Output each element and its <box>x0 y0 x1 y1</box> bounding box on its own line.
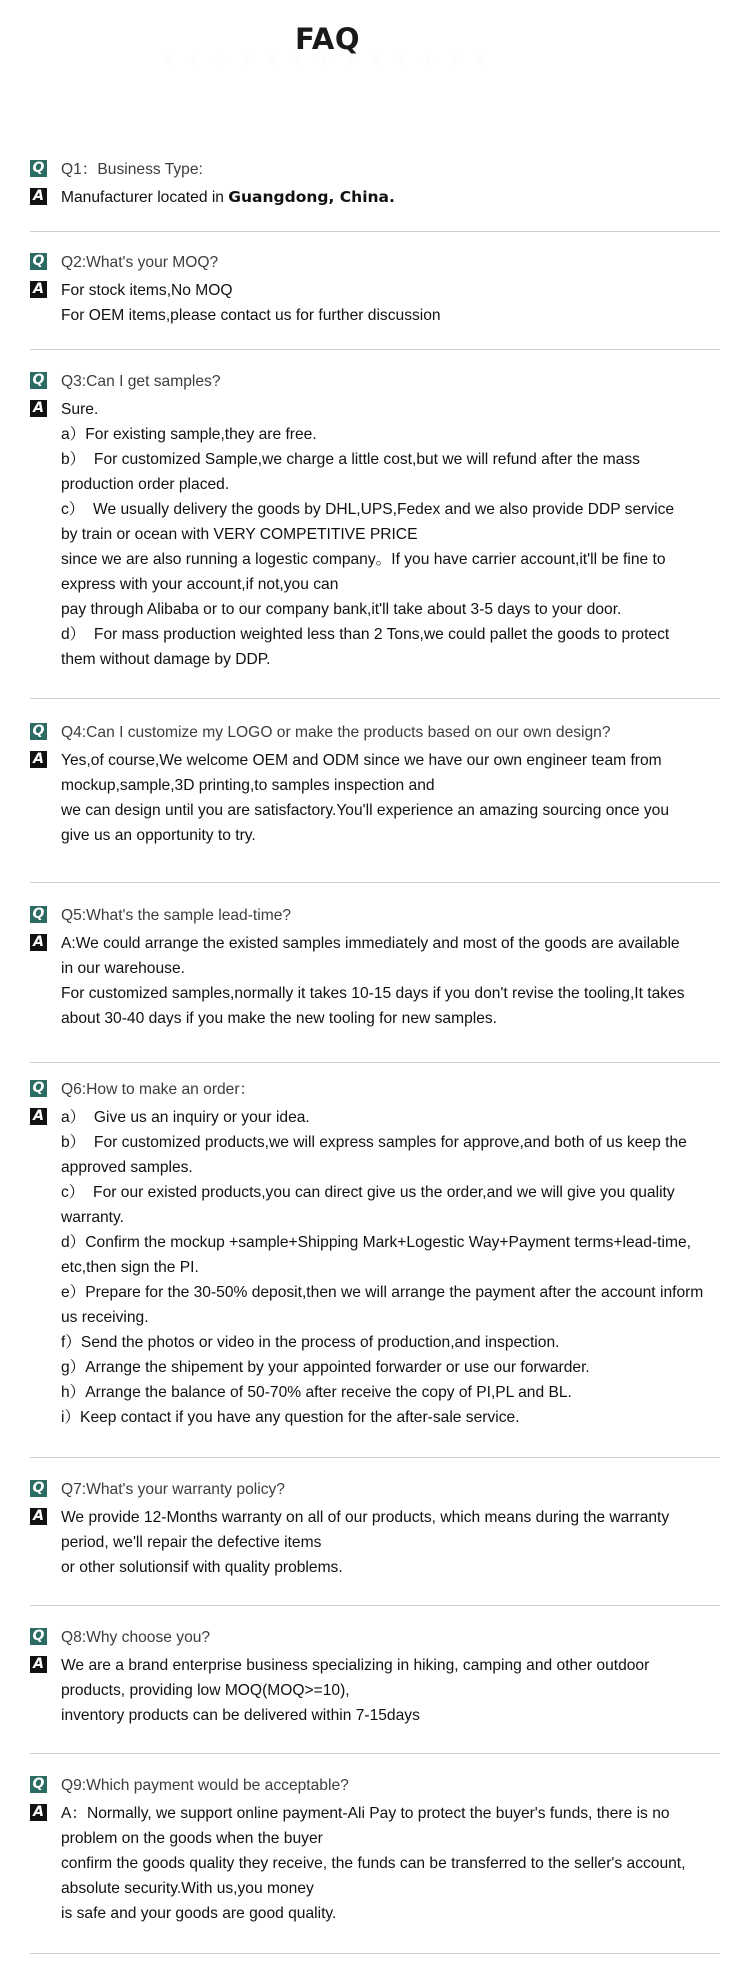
answer-row <box>30 1801 720 1926</box>
question-text: Q2:What's your MOQ? <box>61 254 219 271</box>
answer-line: We are a brand enterprise business specializing in hiking, camping and other outdoor <box>61 1657 650 1674</box>
answer-badge-icon: A <box>30 400 47 417</box>
question-text: Q9:Which payment would be acceptable? <box>61 1777 349 1794</box>
faq-divider <box>30 349 720 350</box>
answer-line: For customized samples,normally it takes 10-15 days if you don't revise the tooling,It takes <box>61 985 685 1002</box>
question-badge-icon: Q <box>30 1776 47 1793</box>
question-text: Q4:Can I customize my LOGO or make the products based on our own design? <box>61 724 611 741</box>
answer-line: or other solutionsif with quality problems. <box>61 1559 343 1576</box>
answer-line: give us an opportunity to try. <box>61 827 256 844</box>
answer-badge-icon: A <box>30 1508 47 1525</box>
question-text: Q8:Why choose you? <box>61 1629 211 1646</box>
question-badge-icon: Q <box>30 1480 47 1497</box>
answer-badge-icon: A <box>30 188 47 205</box>
answer-row <box>30 1653 720 1728</box>
faq-divider <box>30 1953 720 1954</box>
answer-line: problem on the goods when the buyer <box>61 1830 323 1847</box>
question-row <box>30 1773 720 1798</box>
faq-item-q6 <box>30 1077 720 1430</box>
answer-line: f）Send the photos or video in the process of production,and inspection. <box>61 1334 560 1351</box>
answer-line: For OEM items,please contact us for further discussion <box>61 307 441 324</box>
answer-line: c） For our existed products,you can direct give us the order,and we will give you quality <box>61 1184 675 1201</box>
answer-line: d） For mass production weighted less than 2 Tons,we could pallet the goods to protect <box>61 626 670 643</box>
question-row <box>30 1477 720 1502</box>
answer-line: a） Give us an inquiry or your idea. <box>61 1109 310 1126</box>
answer-badge-icon: A <box>30 281 47 298</box>
faq-item-q7 <box>30 1477 720 1580</box>
answer-line: pay through Alibaba or to our company bank,it'll take about 3-5 days to your door. <box>61 601 622 618</box>
question-row <box>30 1625 720 1650</box>
faq-divider <box>30 1457 720 1458</box>
faq-item-q1 <box>30 157 720 210</box>
answer-badge-icon: A <box>30 1108 47 1125</box>
answer-line: them without damage by DDP. <box>61 651 271 668</box>
question-badge-icon: Q <box>30 1080 47 1097</box>
question-text: Q1：Business Type: <box>61 161 203 178</box>
answer-line: about 30-40 days if you make the new tooling for new samples. <box>61 1010 498 1027</box>
answer-badge-icon: A <box>30 934 47 951</box>
faq-item-q8 <box>30 1625 720 1728</box>
question-text: Q7:What's your warranty policy? <box>61 1481 285 1498</box>
answer-line: period, we'll repair the defective items <box>61 1534 322 1551</box>
answer-row <box>30 278 720 328</box>
faq-item-q4 <box>30 720 720 848</box>
answer-line: we can design until you are satisfactory.You'll experience an amazing sourcing once you <box>61 802 670 819</box>
answer-line: is safe and your goods are good quality. <box>61 1905 337 1922</box>
answer-emphasis: Guangdong, China. <box>228 188 395 206</box>
question-badge-icon: Q <box>30 372 47 389</box>
answer-line: i）Keep contact if you have any question for the after-sale service. <box>61 1409 520 1426</box>
answer-line: A:We could arrange the existed samples immediately and most of the goods are available <box>61 935 680 952</box>
answer-row <box>30 1105 720 1430</box>
question-badge-icon: Q <box>30 253 47 270</box>
faq-item-q9 <box>30 1773 720 1926</box>
answer-line: Yes,of course,We welcome OEM and ODM since we have our own engineer team from <box>61 752 662 769</box>
answer-line: b） For customized products,we will express samples for approve,and both of us keep the <box>61 1134 687 1151</box>
answer-row <box>30 931 720 1031</box>
answer-line: products, providing low MOQ(MOQ>=10), <box>61 1682 350 1699</box>
faq-divider <box>30 1753 720 1754</box>
question-text: Q3:Can I get samples? <box>61 373 221 390</box>
answer-line: us receiving. <box>61 1309 149 1326</box>
answer-line: b） For customized Sample,we charge a little cost,but we will refund after the mass <box>61 451 640 468</box>
answer-line: A：Normally, we support online payment-Ali Pay to protect the buyer's funds, there is no <box>61 1805 670 1822</box>
answer-row <box>30 185 720 210</box>
question-text: Q6:How to make an order： <box>61 1081 256 1098</box>
faded-watermark: · · · · · · · · · · · · · <box>165 48 490 73</box>
answer-line: mockup,sample,3D printing,to samples inspection and <box>61 777 435 794</box>
question-row <box>30 369 720 394</box>
answer-line: warranty. <box>61 1209 124 1226</box>
question-row <box>30 1077 720 1102</box>
answer-line: For stock items,No MOQ <box>61 282 233 299</box>
answer-line: production order placed. <box>61 476 230 493</box>
answer-line <box>61 185 720 210</box>
answer-row <box>30 748 720 848</box>
answer-line: confirm the goods quality they receive, the funds can be transferred to the seller's account, <box>61 1855 686 1872</box>
answer-line: e）Prepare for the 30-50% deposit,then we will arrange the payment after the account inform <box>61 1284 704 1301</box>
faq-item-q5 <box>30 903 720 1031</box>
question-row <box>30 903 720 928</box>
answer-badge-icon: A <box>30 1656 47 1673</box>
answer-line: d）Confirm the mockup +sample+Shipping Mark+Logestic Way+Payment terms+lead-time, <box>61 1234 691 1251</box>
page-title: FAQ <box>294 22 361 56</box>
faq-divider <box>30 1062 720 1063</box>
answer-line: etc,then sign the PI. <box>61 1259 199 1276</box>
question-badge-icon: Q <box>30 723 47 740</box>
answer-badge-icon: A <box>30 1804 47 1821</box>
answer-line: express with your account,if not,you can <box>61 576 339 593</box>
question-text: Q5:What's the sample lead-time? <box>61 907 292 924</box>
answer-line: since we are also running a logestic company。If you have carrier account,it'll be fine to <box>61 551 666 568</box>
answer-line: g）Arrange the shipement by your appointed forwarder or use our forwarder. <box>61 1359 590 1376</box>
question-row <box>30 720 720 745</box>
answer-line: approved samples. <box>61 1159 193 1176</box>
question-badge-icon: Q <box>30 160 47 177</box>
question-row <box>30 250 720 275</box>
question-badge-icon: Q <box>30 1628 47 1645</box>
question-row <box>30 157 720 182</box>
answer-line: We provide 12-Months warranty on all of our products, which means during the warranty <box>61 1509 670 1526</box>
faq-item-q3 <box>30 369 720 672</box>
answer-row <box>30 397 720 672</box>
answer-line: by train or ocean with VERY COMPETITIVE PRICE <box>61 526 418 543</box>
faq-item-q2 <box>30 250 720 328</box>
answer-line: absolute security.With us,you money <box>61 1880 314 1897</box>
answer-line: inventory products can be delivered within 7-15days <box>61 1707 420 1724</box>
answer-line: a）For existing sample,they are free. <box>61 426 317 443</box>
faq-divider <box>30 698 720 699</box>
answer-row <box>30 1505 720 1580</box>
faq-divider <box>30 231 720 232</box>
answer-badge-icon: A <box>30 751 47 768</box>
answer-text: Manufacturer located in <box>61 189 229 206</box>
answer-line: h）Arrange the balance of 50-70% after receive the copy of PI,PL and BL. <box>61 1384 572 1401</box>
faq-divider <box>30 1605 720 1606</box>
faq-divider <box>30 882 720 883</box>
question-badge-icon: Q <box>30 906 47 923</box>
answer-line: c） We usually delivery the goods by DHL,UPS,Fedex and we also provide DDP service <box>61 501 675 518</box>
answer-line: Sure. <box>61 401 99 418</box>
answer-line: in our warehouse. <box>61 960 185 977</box>
